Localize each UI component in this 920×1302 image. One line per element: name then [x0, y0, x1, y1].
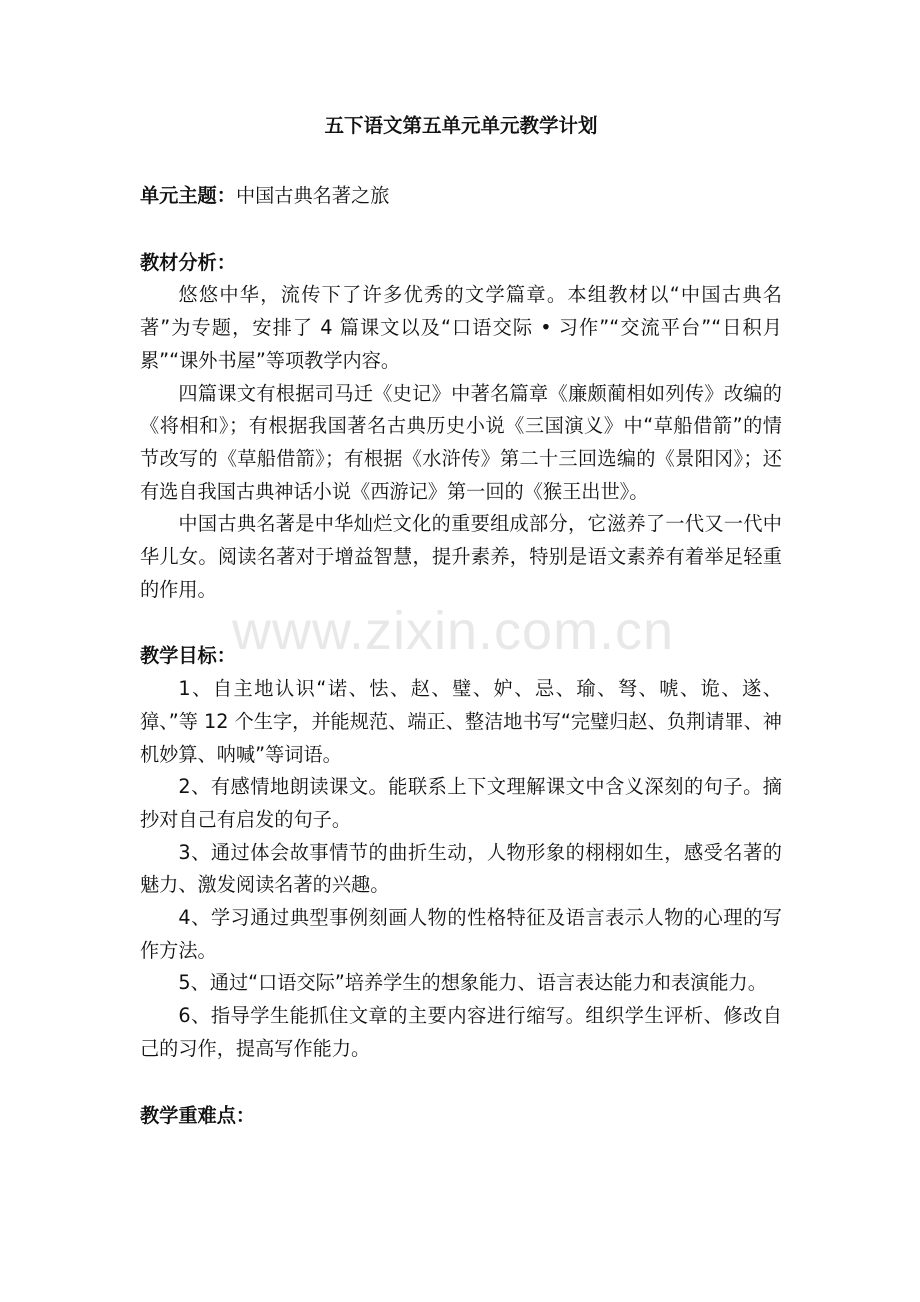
material-analysis-paragraph: 中国古典名著是中华灿烂文化的重要组成部分，它滋养了一代又一代中华儿女。阅读名著对于增益智慧，提升素养，特别是语文素养有着举足轻重的作用。: [140, 512, 782, 601]
document-title: 五下语文第五单元单元教学计划: [324, 114, 598, 137]
key-points-heading: 教学重难点：: [140, 1103, 256, 1127]
teaching-goal-item: 3、通过体会故事情节的曲折生动，人物形象的栩栩如生，感受名著的魅力、激发阅读名著的兴趣。: [140, 840, 782, 897]
material-analysis-paragraph: 四篇课文有根据司马迁《史记》中著名篇章《廉颇蔺相如列传》改编的《将相和》；有根据我国著名古典历史小说《三国演义》中“草船借箭”的情节改写的《草船借箭》；有根据《水浒传》第二十三回选编的《景阳冈》；还有选自我国古典神话小说《西游记》第一回的《猴王出世》。: [140, 381, 782, 503]
teaching-goals-heading: 教学目标：: [140, 644, 236, 668]
document-page: [140, 110, 782, 1166]
teaching-goals-section: [140, 640, 782, 1065]
key-points-section: [140, 1100, 782, 1133]
material-analysis-heading: 教材分析：: [140, 250, 236, 274]
teaching-goal-item: 4、学习通过典型事例刻画人物的性格特征及语言表示人物的心理的写作方法。: [140, 906, 782, 962]
material-analysis-section: [140, 247, 782, 607]
teaching-goal-item: 1、自主地认识“诺、怯、赵、璧、妒、忌、瑜、弩、唬、诡、遂、獐、”等 12 个生字，并能规范、端正、整洁地书写“完璧归赵、负荆请罪、神机妙算、呐喊”等词语。: [140, 677, 782, 766]
teaching-goal-item: 5、通过“口语交际”培养学生的想象能力、语言表达能力和表演能力。: [178, 971, 767, 995]
teaching-goal-item: 6、指导学生能抓住文章的主要内容进行缩写。组织学生评析、修改自己的习作，提高写作能力。: [140, 1004, 782, 1060]
unit-theme-label: 单元主题：: [140, 184, 236, 207]
material-analysis-paragraph: 悠悠中华，流传下了许多优秀的文学篇章。本组教材以“中国古典名著”为专题，安排了 4 篇课文以及“口语交际 • 习作”“交流平台”“日积月累”“课外书屋”等项教学内容。: [140, 283, 782, 372]
unit-theme: [140, 180, 782, 213]
unit-theme-value: 中国古典名著之旅: [235, 184, 390, 207]
teaching-goal-item: 2、有感情地朗读课文。能联系上下文理解课文中含义深刻的句子。摘抄对自己有启发的句子。: [140, 775, 782, 831]
watermark: www.zixin.com.cn: [232, 601, 675, 661]
